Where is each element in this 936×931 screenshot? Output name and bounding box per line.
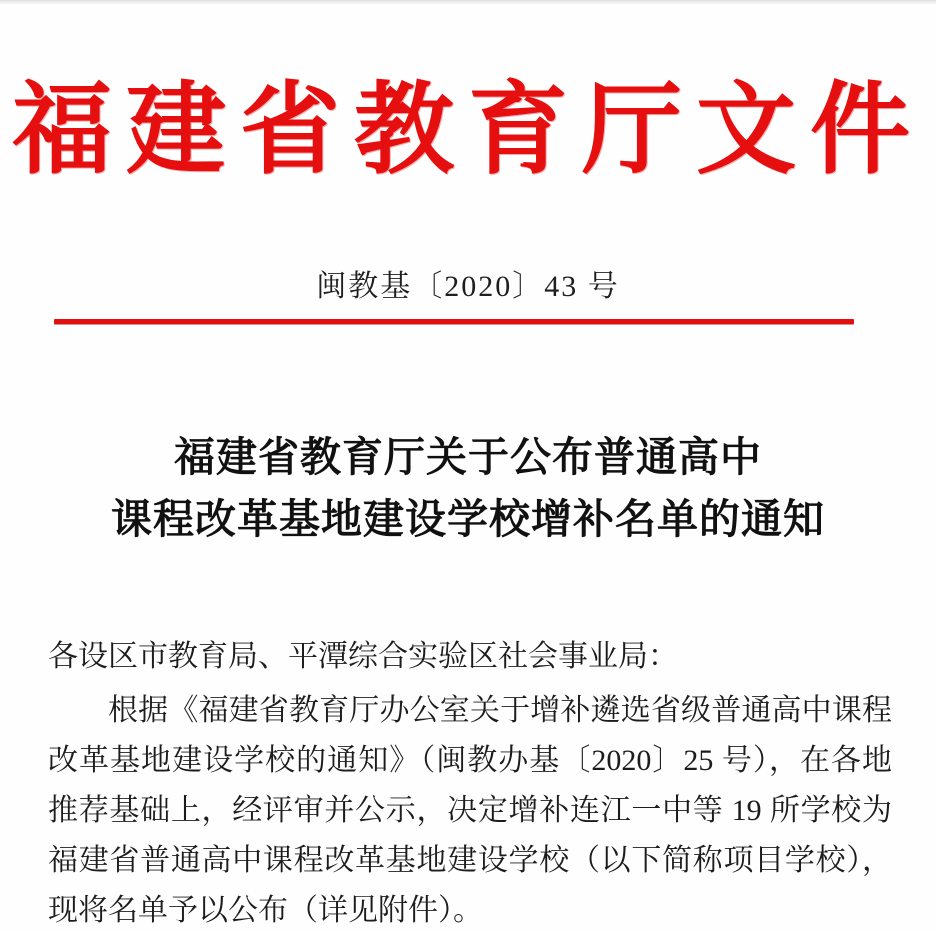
scan-top-edge-shadow bbox=[0, 0, 936, 5]
body-paragraph: 根据《福建省教育厅办公室关于增补遴选省级普通高中课程改革基地建设学校的通知》（闽教办基〔2020〕25 号），在各地推荐基础上，经评审并公示，决定增补连江一中等 19 所学校为福建省普通高中课程改革基地建设学校（以下简称项目学校），现将名单予以公布（详见附件）。 bbox=[48, 694, 892, 927]
salutation-line: 各设区市教育局、平潭综合实验区社会事业局： bbox=[48, 640, 678, 673]
letterhead-title: 福建省教育厅文件 bbox=[12, 75, 924, 186]
document-number: 闽教基〔2020〕43 号 bbox=[316, 270, 620, 303]
document-body bbox=[48, 632, 892, 931]
notice-title-line2: 课程改革基地建设学校增补名单的通知 bbox=[111, 496, 825, 542]
notice-title bbox=[0, 426, 936, 550]
notice-title-line1: 福建省教育厅关于公布普通高中 bbox=[174, 434, 762, 480]
red-separator-line bbox=[54, 319, 854, 324]
